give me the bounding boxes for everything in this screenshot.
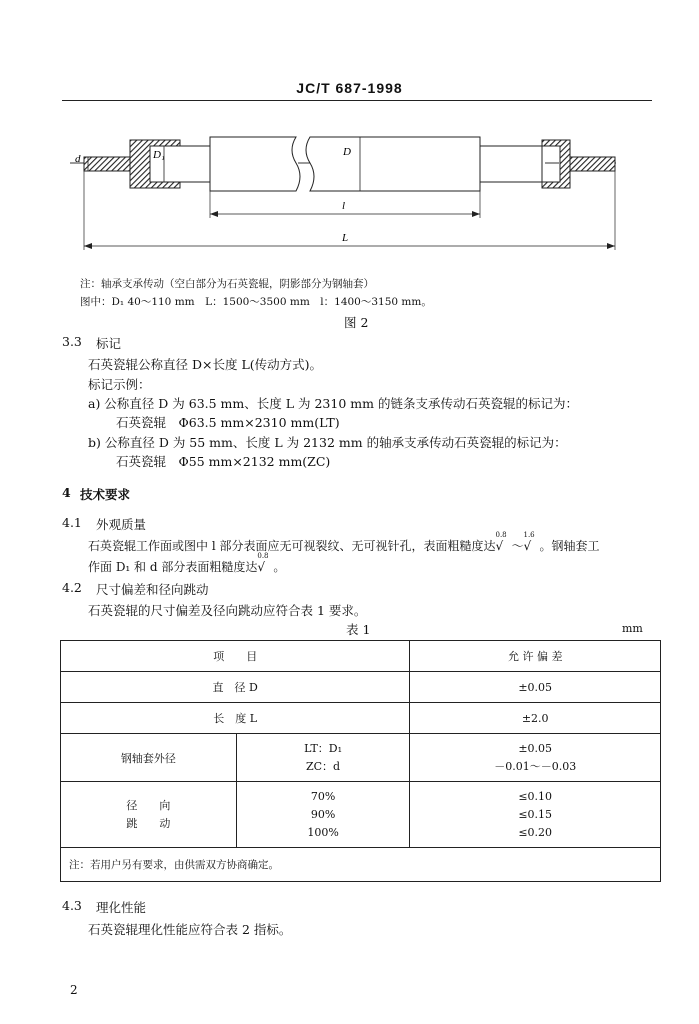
label-D: D [343,146,351,158]
roller-body-left [210,137,300,191]
section-4-1-text2: 。钢轴套工 [539,539,600,553]
section-4-1-text3: 作面 D₁ 和 d 部分表面粗糙度达 [88,560,258,574]
section-4-1-number: 4.1 [62,515,82,530]
section-3-3-item-b: b) 公称直径 D 为 55 mm、长度 L 为 2132 mm 的轴承支承传动石英瓷辊的标记为： [88,435,567,450]
section-3-3-number: 3.3 [62,334,82,349]
section-4-1-line1 [88,531,600,554]
row-runout-label [61,782,237,848]
runout-val-90: ≤0.15 [518,807,553,821]
section-4-2-text: 石英瓷辊的尺寸偏差及径向跳动应符合表 1 要求。 [88,603,367,618]
row-diameter-label: 直 径 D [61,672,410,703]
row-diameter-value: ±0.05 [410,672,661,703]
tilde: ～ [511,539,524,553]
row-steel-values [410,734,661,782]
table-row [61,672,661,703]
steel-val-lt: ±0.05 [518,741,553,755]
table-head-item: 项 目 [61,641,410,672]
roller-body-right [306,137,480,191]
table-1-unit: mm [622,622,643,635]
row-steel-sub [236,734,410,782]
row-length-value: ±2.0 [410,703,661,734]
section-4-1-text4: 。 [273,560,286,574]
section-3-3-line2: 标记示例： [88,377,151,392]
section-4-title: 技术要求 [80,487,131,502]
row-runout-values [410,782,661,848]
runout-sub-90: 90% [310,807,336,821]
roller-figure [60,120,640,270]
section-4-1-text1: 石英瓷辊工作面或图中 l 部分表面应无可视裂纹、无可视针孔，表面粗糙度达 [88,539,496,553]
steel-sub-zc: ZC：d [306,759,341,773]
label-d: d [75,153,81,165]
table-row [61,848,661,882]
section-4-2-title: 尺寸偏差和径向跳动 [96,582,209,597]
roughness-mark-2: 1.6 √ [523,531,535,553]
label-L: L [342,232,349,244]
section-3-3-item-b-mark: 石英瓷辊 Φ55 mm×2132 mm(ZC) [116,454,331,469]
table-row [61,703,661,734]
row-runout-sub [236,782,410,848]
page-header: JC/T 687-1998 [296,80,403,96]
section-3-3-item-a-mark: 石英瓷辊 Φ63.5 mm×2310 mm(LT) [116,415,340,430]
runout-label-2: 跳 动 [126,816,171,830]
roller-right-part [480,146,542,182]
runout-label-1: 径 向 [126,798,171,812]
section-4-3-number: 4.3 [62,898,82,913]
section-3-3-title: 标记 [96,336,122,351]
section-4-1-line2 [88,552,286,575]
section-4-3-text: 石英瓷辊理化性能应符合表 2 指标。 [88,922,292,937]
section-3-3-line1: 石英瓷辊公称直径 D×长度 L(传动方式)。 [88,357,322,372]
right-shaft [570,157,615,171]
runout-val-70: ≤0.10 [518,789,553,803]
page-number: 2 [70,983,78,997]
figure-note-1: 注：轴承支承传动（空白部分为石英瓷辊，阴影部分为钢轴套） [80,278,374,290]
steel-sub-lt: LT：D₁ [304,741,343,755]
right-sleeve [542,140,570,188]
section-3-3-item-a: a) 公称直径 D 为 63.5 mm、长度 L 为 2310 mm 的链条支承传动石英瓷辊的标记为： [88,396,578,411]
steel-val-zc: －0.01～－0.03 [494,759,577,773]
left-shaft [84,157,134,171]
table-row [61,782,661,848]
figure-note-2: 图中：D₁ 40～110 mm L：1500～3500 mm l：1400～3150 mm。 [80,296,432,308]
roughness-mark-1: 0.8 √ [495,531,507,553]
table-head-tolerance: 允 许 偏 差 [410,641,661,672]
label-l: l [342,200,346,212]
table-note: 注：若用户另有要求，由供需双方协商确定。 [61,848,661,882]
roughness-mark-3: 0.8 √ [257,552,269,574]
header-rule [62,100,652,101]
table-row [61,734,661,782]
row-length-label: 长 度 L [61,703,410,734]
row-steel-label: 钢轴套外径 [61,734,237,782]
section-4-1-title: 外观质量 [96,517,147,532]
section-4-number: 4 [62,485,71,500]
label-d1: D₁ [153,149,165,161]
runout-sub-70: 70% [310,789,336,803]
section-4-2-number: 4.2 [62,580,82,595]
runout-sub-100: 100% [307,825,339,839]
table-1 [60,640,661,882]
table-row [61,641,661,672]
section-4-3-title: 理化性能 [96,900,147,915]
figure-caption: 图 2 [344,315,369,330]
table-1-title: 表 1 [346,622,371,637]
runout-val-100: ≤0.20 [518,825,553,839]
